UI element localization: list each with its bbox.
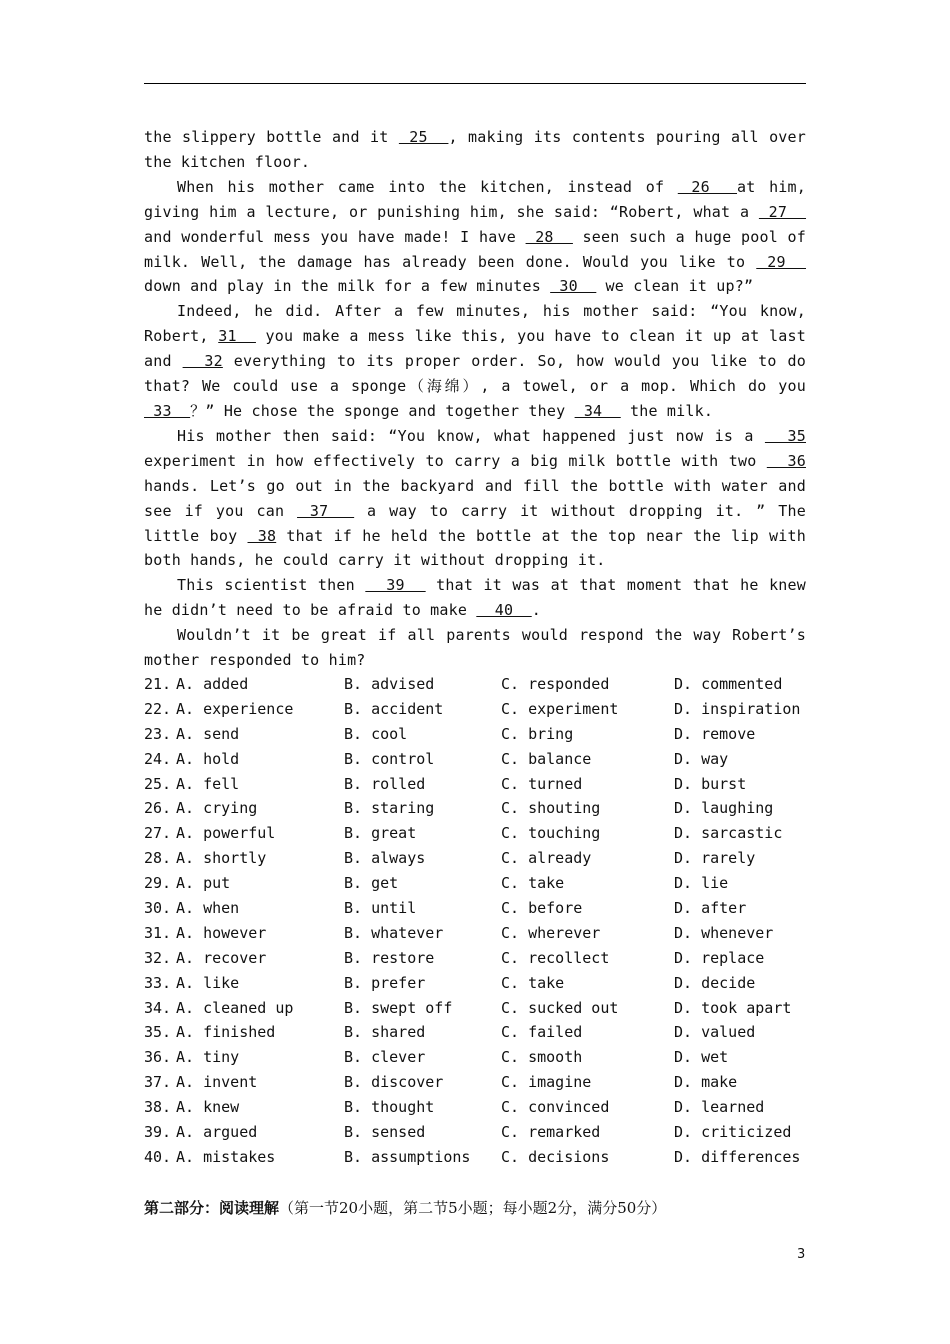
option-b: B. cool bbox=[344, 724, 408, 743]
blank-32: 32 bbox=[182, 352, 223, 371]
section-title: 第二部分：阅读理解 bbox=[144, 1199, 280, 1217]
blank-35: 35 bbox=[764, 426, 806, 445]
option-a: A. crying bbox=[176, 799, 258, 818]
question-number: 32. bbox=[144, 948, 172, 967]
option-d: D. replace bbox=[674, 948, 765, 967]
option-a: A. put bbox=[176, 874, 231, 893]
option-c: C. responded bbox=[501, 675, 610, 693]
passage-text: the milk. bbox=[620, 401, 714, 420]
option-b: B. great bbox=[344, 824, 417, 843]
option-b: B. always bbox=[344, 849, 426, 868]
option-row bbox=[144, 747, 806, 772]
passage-paragraph-5 bbox=[144, 573, 806, 623]
section-heading bbox=[144, 1196, 666, 1220]
option-row bbox=[144, 896, 806, 921]
passage-paragraph-1 bbox=[144, 125, 806, 175]
option-row bbox=[144, 1120, 806, 1145]
cloze-passage bbox=[144, 125, 806, 673]
option-a: A. hold bbox=[176, 749, 240, 768]
passage-text: seen such a huge pool of milk. Well, the damage has already been done. Would you like to bbox=[144, 227, 807, 271]
option-d: D. took apart bbox=[674, 998, 792, 1017]
question-number: 31. bbox=[144, 923, 172, 942]
option-a: A. knew bbox=[176, 1098, 240, 1117]
question-number: 34. bbox=[144, 998, 172, 1017]
option-b: B. discover bbox=[344, 1073, 444, 1092]
option-d: D. valued bbox=[674, 1023, 756, 1042]
question-number: 23. bbox=[144, 724, 172, 743]
blank-29: 29 bbox=[756, 252, 806, 271]
passage-paragraph-3 bbox=[144, 299, 806, 424]
question-number: 29. bbox=[144, 874, 172, 893]
question-number: 26. bbox=[144, 799, 172, 818]
passage-text: . bbox=[531, 601, 541, 620]
option-b: B. control bbox=[344, 749, 435, 768]
passage-paragraph-6 bbox=[144, 623, 806, 673]
option-d: D. lie bbox=[674, 874, 729, 893]
question-number: 27. bbox=[144, 824, 172, 843]
option-c: C. wherever bbox=[501, 923, 601, 942]
question-number: 22. bbox=[144, 699, 172, 718]
option-d: D. sarcastic bbox=[674, 824, 783, 843]
option-d: D. rarely bbox=[674, 849, 756, 868]
option-b: B. swept off bbox=[344, 998, 453, 1017]
option-c: C. touching bbox=[501, 824, 601, 843]
option-d: D. commented bbox=[674, 675, 783, 693]
option-c: C. decisions bbox=[501, 1147, 610, 1166]
option-row bbox=[144, 821, 806, 846]
option-row bbox=[144, 672, 806, 697]
passage-text: we clean it up?” bbox=[596, 277, 754, 296]
option-d: D. learned bbox=[674, 1098, 765, 1117]
passage-text: that it was at that moment that he knew he didn’t need to be afraid to make bbox=[144, 576, 806, 620]
option-c: C. imagine bbox=[501, 1073, 592, 1092]
option-c: C. remarked bbox=[501, 1123, 601, 1142]
option-b: B. prefer bbox=[344, 973, 426, 992]
option-a: A. like bbox=[176, 973, 240, 992]
passage-text: everything to its proper order. So, how would you like to do that? We could use a sponge（海绵）, a towel, or a mop. Which do you bbox=[144, 352, 806, 396]
blank-34: 34 bbox=[574, 401, 621, 420]
page-number: 3 bbox=[797, 1247, 806, 1262]
passage-text: a way to carry it without dropping it. ” The little boy bbox=[144, 501, 806, 545]
blank-31: 31 bbox=[218, 327, 256, 346]
option-row bbox=[144, 1020, 806, 1045]
option-d: D. decide bbox=[674, 973, 756, 992]
question-number: 25. bbox=[144, 774, 172, 793]
blank-36: 36 bbox=[766, 451, 806, 470]
option-d: D. wet bbox=[674, 1048, 729, 1067]
option-a: A. tiny bbox=[176, 1048, 240, 1067]
option-row bbox=[144, 722, 806, 747]
option-c: C. smooth bbox=[501, 1048, 583, 1067]
option-d: D. way bbox=[674, 749, 729, 768]
blank-33: 33 bbox=[144, 401, 191, 420]
option-d: D. laughing bbox=[674, 799, 774, 818]
blank-27: 27 bbox=[758, 202, 807, 221]
option-b: B. rolled bbox=[344, 774, 426, 793]
question-number: 35. bbox=[144, 1023, 172, 1042]
option-b: B. sensed bbox=[344, 1123, 426, 1142]
blank-39: 39 bbox=[365, 576, 426, 595]
question-number: 24. bbox=[144, 749, 172, 768]
option-c: C. failed bbox=[501, 1023, 583, 1042]
blank-28: 28 bbox=[525, 227, 573, 246]
option-a: A. when bbox=[176, 899, 240, 918]
option-a: A. powerful bbox=[176, 824, 276, 843]
blank-25: 25 bbox=[398, 128, 449, 146]
question-number: 33. bbox=[144, 973, 172, 992]
option-a: A. invent bbox=[176, 1073, 258, 1092]
option-row bbox=[144, 1070, 806, 1095]
passage-text: at him, giving him a lecture, or punishing him, she said: “Robert, what a bbox=[144, 177, 806, 221]
option-row bbox=[144, 1095, 806, 1120]
passage-text: the slippery bottle and it bbox=[144, 128, 399, 146]
passage-paragraph-2 bbox=[144, 175, 806, 300]
option-b: B. shared bbox=[344, 1023, 426, 1042]
option-row bbox=[144, 697, 806, 722]
option-row bbox=[144, 772, 806, 797]
option-c: C. turned bbox=[501, 774, 583, 793]
blank-37: 37 bbox=[297, 501, 355, 520]
option-a: A. shortly bbox=[176, 849, 267, 868]
passage-text: His mother then said: “You know, what happened just now is a bbox=[177, 426, 765, 445]
option-a: A. argued bbox=[176, 1123, 258, 1142]
option-b: B. clever bbox=[344, 1048, 426, 1067]
option-c: C. shouting bbox=[501, 799, 601, 818]
option-b: B. whatever bbox=[344, 923, 444, 942]
answer-options-list bbox=[144, 672, 806, 1170]
option-row bbox=[144, 796, 806, 821]
question-number: 21. bbox=[144, 675, 172, 693]
option-c: C. experiment bbox=[501, 699, 619, 718]
option-b: B. restore bbox=[344, 948, 435, 967]
option-row bbox=[144, 946, 806, 971]
option-c: C. convinced bbox=[501, 1098, 610, 1117]
passage-text: you make a mess like this, you have to clean it up at last and bbox=[144, 327, 806, 371]
option-a: A. finished bbox=[176, 1023, 276, 1042]
passage-text: Indeed, he did. After a few minutes, his mother said: “You know, Robert, bbox=[144, 302, 806, 346]
option-row bbox=[144, 1145, 806, 1170]
blank-40: 40 bbox=[476, 601, 532, 620]
option-a: A. send bbox=[176, 724, 240, 743]
option-d: D. inspiration bbox=[674, 699, 801, 718]
option-d: D. remove bbox=[674, 724, 756, 743]
option-d: D. whenever bbox=[674, 923, 774, 942]
option-a: A. mistakes bbox=[176, 1147, 276, 1166]
option-b: B. until bbox=[344, 899, 417, 918]
question-number: 37. bbox=[144, 1073, 172, 1092]
option-c: C. sucked out bbox=[501, 998, 619, 1017]
option-b: B. accident bbox=[344, 699, 444, 718]
question-number: 40. bbox=[144, 1147, 172, 1166]
option-c: C. bring bbox=[501, 724, 574, 743]
question-number: 30. bbox=[144, 899, 172, 918]
option-c: C. balance bbox=[501, 749, 592, 768]
header-rule bbox=[144, 83, 806, 84]
option-a: A. fell bbox=[176, 774, 240, 793]
option-row bbox=[144, 971, 806, 996]
question-number: 38. bbox=[144, 1098, 172, 1117]
question-number: 28. bbox=[144, 849, 172, 868]
option-d: D. differences bbox=[674, 1147, 801, 1166]
passage-text: Wouldn’t it be great if all parents would respond the way Robert’s mother responded to him? bbox=[144, 626, 806, 670]
passage-text: hands. Let’s go out in the backyard and fill the bottle with water and see if you can bbox=[144, 476, 806, 520]
question-number: 36. bbox=[144, 1048, 172, 1067]
option-row bbox=[144, 871, 806, 896]
option-d: D. after bbox=[674, 899, 747, 918]
option-row bbox=[144, 846, 806, 871]
option-row bbox=[144, 1045, 806, 1070]
option-a: A. however bbox=[176, 923, 267, 942]
option-c: C. take bbox=[501, 973, 565, 992]
option-a: A. experience bbox=[176, 699, 294, 718]
blank-30: 30 bbox=[550, 277, 597, 296]
option-b: B. advised bbox=[344, 675, 435, 693]
option-c: C. already bbox=[501, 849, 592, 868]
passage-text: , making its contents pouring all over the kitchen floor. bbox=[144, 128, 806, 171]
option-c: C. take bbox=[501, 874, 565, 893]
passage-text: and wonderful mess you have made! I have bbox=[144, 227, 526, 246]
blank-26: 26 bbox=[677, 177, 738, 196]
passage-paragraph-4 bbox=[144, 424, 806, 573]
option-a: A. cleaned up bbox=[176, 998, 294, 1017]
passage-text: ？” He chose the sponge and together they bbox=[190, 401, 575, 420]
option-b: B. thought bbox=[344, 1098, 435, 1117]
passage-text: This scientist then bbox=[177, 576, 366, 595]
passage-text: that if he held the bottle at the top near the lip with both hands, he could carry it without dropping it. bbox=[144, 526, 806, 570]
option-d: D. burst bbox=[674, 774, 747, 793]
option-c: C. recollect bbox=[501, 948, 610, 967]
option-a: A. added bbox=[176, 675, 249, 693]
passage-text: experiment in how effectively to carry a big milk bottle with two bbox=[144, 451, 767, 470]
option-b: B. get bbox=[344, 874, 399, 893]
option-d: D. make bbox=[674, 1073, 738, 1092]
option-a: A. recover bbox=[176, 948, 267, 967]
option-b: B. assumptions bbox=[344, 1147, 471, 1166]
option-d: D. criticized bbox=[674, 1123, 792, 1142]
passage-text: down and play in the milk for a few minutes bbox=[144, 277, 551, 296]
option-row bbox=[144, 921, 806, 946]
blank-38: 38 bbox=[247, 526, 277, 545]
option-c: C. before bbox=[501, 899, 583, 918]
option-row bbox=[144, 996, 806, 1021]
question-number: 39. bbox=[144, 1123, 172, 1142]
section-note: （第一节20小题，第二节5小题；每小题2分，满分50分） bbox=[279, 1199, 667, 1217]
passage-text: When his mother came into the kitchen, instead of bbox=[177, 177, 678, 196]
option-b: B. staring bbox=[344, 799, 435, 818]
